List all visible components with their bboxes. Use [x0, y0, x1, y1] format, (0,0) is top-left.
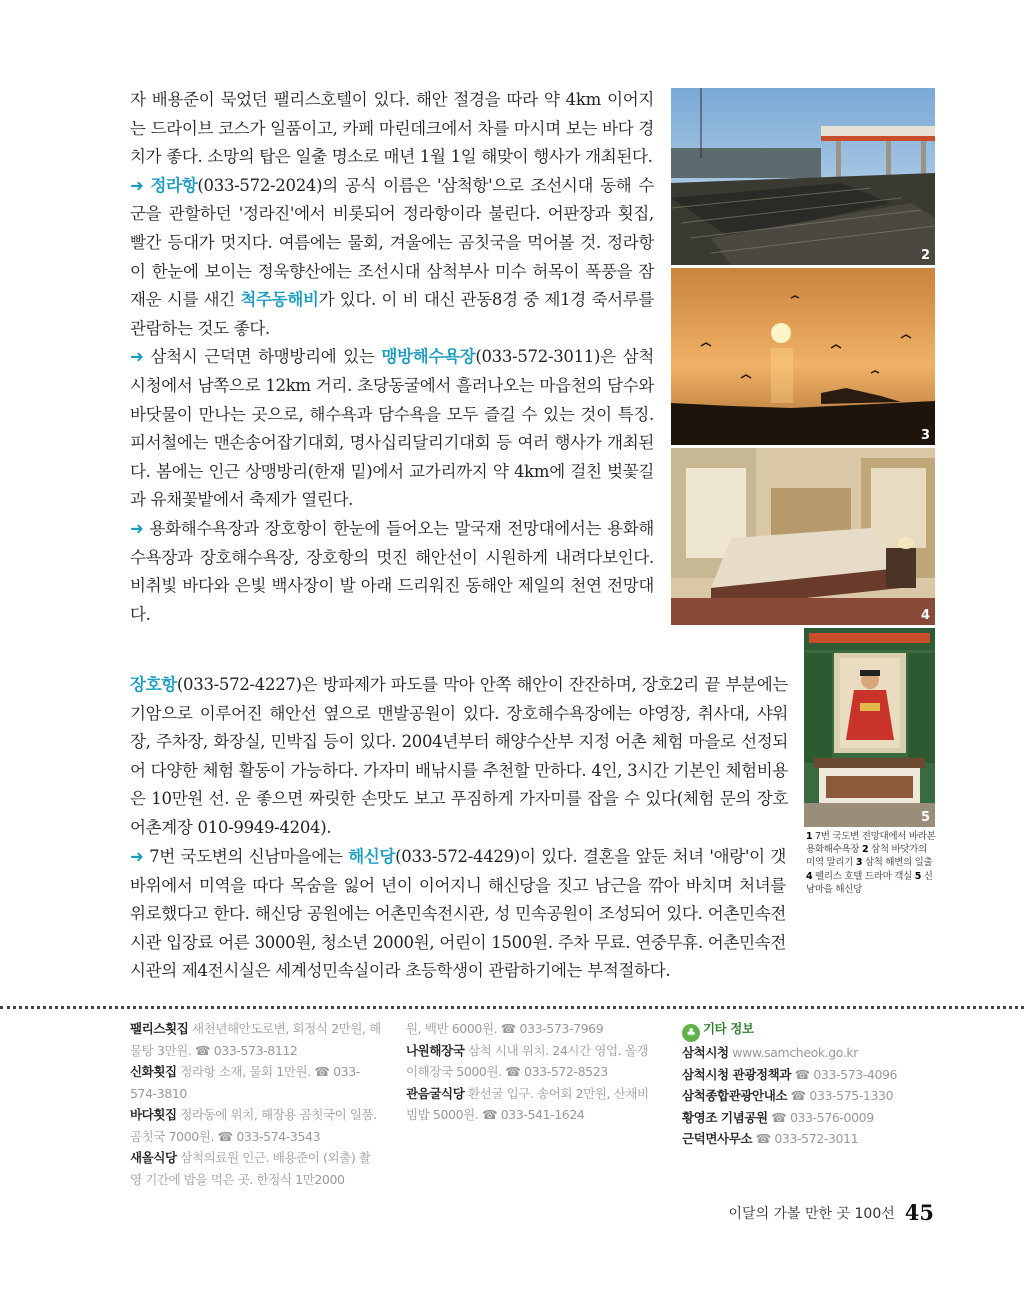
etc-item-cityhall: 삼척시청 www.samcheok.go.kr	[682, 1045, 858, 1060]
info-column-2	[406, 1018, 658, 1126]
place-haesindang: 해신당	[348, 847, 396, 866]
photo-seaweed-drying	[671, 88, 935, 265]
seaweed-image	[671, 88, 935, 265]
paragraph-jangho: 장호항(033-572-4227)은 방파제가 파도를 막아 안쪽 해안이 잔잔하며, 장호2리 끝 부분에는 기암으로 이루어진 해안선 옆으로 맨발공원이 있다. 장호해수욕장에는 야영장, 취사대, 샤워장, 주차장, 화장실, 민박집 등이 있다. 2004년부터 해양수산부 지정 어촌 체험 마을로 선정되어 다양한 체험 활동이 가능하다. 가자미 배낚시를 추천할 만하다. 4인, 3시간 기본인 체험비용은 10만원 선. 운 좋으면 짜릿한 손맛도 보고 푸짐하게 가자미를 잡을 수 있다(체험 문의 장호어촌계장 010-9949-4204).	[130, 675, 788, 837]
place-cheokju-stele: 척주동해비	[240, 290, 319, 310]
sunrise-image	[671, 268, 935, 445]
cityhall-website-link[interactable]: www.samcheok.go.kr	[728, 1045, 858, 1060]
page-number: 45	[904, 1200, 934, 1225]
photo-haesindang	[804, 628, 935, 827]
info-column-3	[682, 1018, 942, 1150]
hotel-room-image	[671, 448, 935, 625]
info-item-palace: 팰리스횟집 새천년해안도로변, 회정식 2만원, 해물탕 3만원. ☎ 033-573-8112	[130, 1021, 381, 1058]
footer-label: 이달의 가볼 만한 곳 100선	[728, 1206, 895, 1222]
shrine-image	[804, 628, 935, 827]
photo-number-3: 3	[920, 428, 930, 443]
clover-icon: ♣	[682, 1024, 700, 1042]
section-divider	[0, 1006, 1024, 1009]
info-item-nawon: 나원해장국 삼척 시내 위치. 24시간 영업. 올갱이해장국 5000원. ☎ 033-572-8523	[406, 1042, 649, 1079]
place-jangho: 장호항	[130, 675, 177, 694]
info-item-saeol-cont: 원, 백반 6000원. ☎ 033-573-7969	[406, 1021, 604, 1036]
paragraph-observatory: ➜ 용화해수욕장과 장호항이 한눈에 들어오는 말국재 전망대에서는 용화해수욕장과 장호해수욕장, 장호항의 멋진 해안선이 시원하게 내려다보인다. 비취빛 바다와 은빛 백사장이 발 아래 드리워진 동해안 제일의 천연 전망대다.	[130, 518, 654, 624]
info-item-gwaneumgul: 관음굴식당 환선굴 입구. 송어회 2만원, 산채비빔밥 5000원. ☎ 033-541-1624	[406, 1085, 649, 1122]
paragraph-jeongra: ➜ 정라항(033-572-2024)의 공식 이름은 '삼척항'으로 조선시대 동해 수군을 관할하던 '정라진'에서 비롯되어 정라항이라 불린다. 어판장과 횟집, 빨간 등대가 멋지다. 여름에는 물회, 겨울에는 곰칫국을 먹어볼 것. 정라항이 한눈에 보이는 정욱향산에는 조선시대 삼척부사 미수 허목이 폭풍을 잠재운 시를 새긴 척주동해비가 있다. 이 비 대신 관동8경 중 제1경 죽서루를 관람하는 것도 좋다.	[130, 175, 654, 338]
photo-number-2: 2	[920, 248, 930, 263]
etc-item-tourist-info: 삼척종합관광안내소 ☎ 033-575-1330	[682, 1088, 894, 1103]
paragraph-haesindang: ➜ 7번 국도변의 신남마을에는 해신당(033-572-4429)이 있다. 결혼을 앞둔 처녀 '애랑'이 갯바위에서 미역을 따다 목숨을 잃어 년이 이어지니 해신당을 짓고 남근을 깎아 바치며 처녀를 위로했다고 한다. 해신당 공원에는 어촌민속전시관, 성 민속공원이 조성되어 있다. 어촌민속전시관 입장료 어른 3000원, 청소년 2000원, 어린이 1500원. 주차 무료. 연중무휴. 어촌민속전시관의 제4전시실은 세계성민속실이라 초등학생이 관람하기에는 부적절하다.	[130, 843, 936, 986]
photo-number-4: 4	[920, 608, 930, 623]
article-body-mid	[130, 671, 788, 843]
photo-caption: 1 7번 국도변 전망대에서 바라본 용화해수욕장 2 삼척 바닷가의 미역 말리기 3 삼척 해변의 일출 4 팰리스 호텔 드라마 객실 5 신남마을 해신당	[806, 831, 936, 895]
place-maengbang: 맹방해수욕장	[381, 347, 476, 367]
article-body-top	[130, 86, 654, 629]
photo-hotel-room	[671, 448, 935, 625]
photo-number-5: 5	[920, 810, 930, 825]
info-item-saeol: 새올식당 삼척의료원 인근. 배용준이 (외출) 촬영 기간에 밥을 먹은 곳. 한정식 1만2000	[130, 1150, 371, 1187]
info-column-1	[130, 1018, 382, 1190]
photo-sunrise	[671, 268, 935, 445]
etc-item-geundeok: 근덕면사무소 ☎ 033-572-3011	[682, 1131, 859, 1146]
info-item-bada: 바다횟집 정라동에 위치, 해장용 곰칫국이 일품. 곰칫국 7000원. ☎ 033-574-3543	[130, 1107, 377, 1144]
info-item-sinhwa: 신화횟집 정라항 소재, 물회 1만원. ☎ 033-574-3810	[130, 1064, 360, 1101]
etc-item-hwang-park: 황영조 기념공원 ☎ 033-576-0009	[682, 1109, 874, 1125]
etc-item-tourism-dept: 삼척시청 관광정책과 ☎ 033-573-4096	[682, 1066, 898, 1082]
paragraph-maengbang: ➜ 삼척시 근덕면 하맹방리에 있는 맹방해수욕장(033-572-3011)은 삼척시청에서 남쪽으로 12km 거리. 초당동굴에서 흘러나오는 마읍천의 담수와 바닷물이 만나는 곳으로, 해수욕과 담수욕을 모두 즐길 수 있는 것이 특징. 피서철에는 맨손송어잡기대회, 명사십리달리기대회 등 여러 행사가 개최된다. 봄에는 인근 상맹방리(한재 밑)에서 교가리까지 약 4km에 걸친 벚꽃길과 유채꽃밭에서 축제가 열린다.	[130, 347, 654, 510]
page-footer	[729, 1200, 934, 1225]
paragraph-intro: 자 배용준이 묵었던 팰리스호텔이 있다. 해안 절경을 따라 약 4km 이어지는 드라이브 코스가 일품이고, 카페 마린데크에서 차를 마시며 보는 바다 경치가 좋다. 소망의 탑은 일출 명소로 매년 1월 1일 해맞이 행사가 개최된다.	[130, 90, 654, 167]
place-jeongra: 정라항	[150, 175, 198, 195]
etc-info-heading: ♣ 기타 정보	[682, 1018, 942, 1042]
